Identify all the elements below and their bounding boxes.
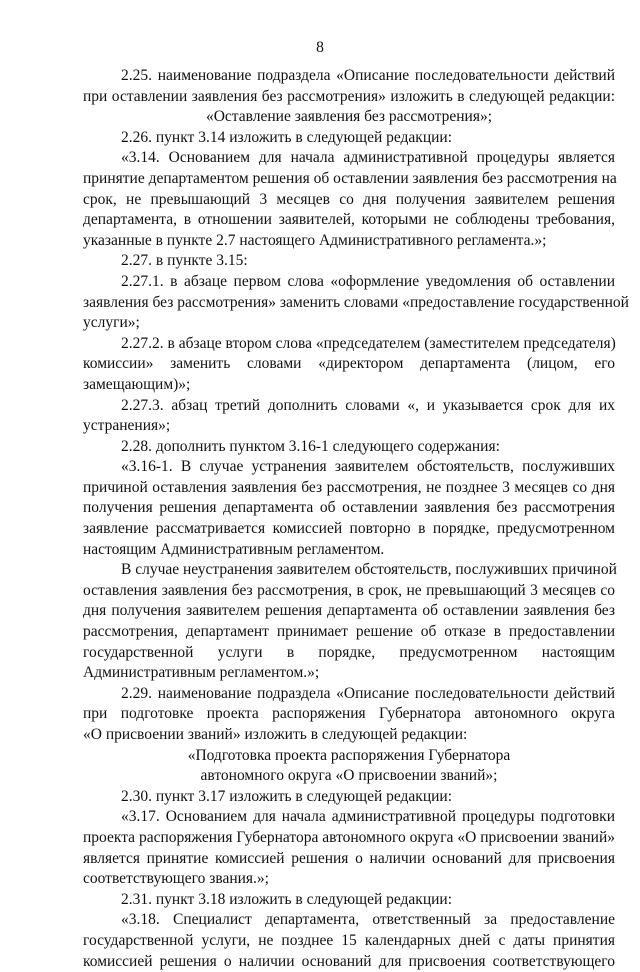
text-line: департамента, в отношении заявителей, которыми не соблюдены требования, [83,211,615,229]
text-line: 2.26. пункт 3.14 изложить в следующей редакции: [121,128,453,146]
text-line: комиссией решения о наличии оснований для присвоения соответствующего [83,952,615,970]
text-line: 2.25. наименование подраздела «Описание последовательности действий [121,67,615,84]
text-line: оставления заявления без рассмотрения, в срок, не превышающий 3 месяцев со [83,581,615,599]
text-line: принятие департаментом решения об оставлении заявления без рассмотрения на [83,169,617,187]
text-line: настоящим Административным регламентом. [83,540,385,558]
text-line: «3.18. Специалист департамента, ответственный за предоставление [121,911,615,929]
text-line: Административным регламентом.»; [83,664,320,682]
page-number: 8 [316,39,324,56]
text-line: В случае неустранения заявителем обстоятельств, послуживших причиной [121,561,617,579]
text-line: заявления без рассмотрения» заменить словами «предоставление государственной [83,293,629,311]
text-line: заявление рассматривается комиссией повторно в порядке, предусмотренном [83,520,615,538]
text-line: «О присвоении званий» изложить в следующей редакции: [83,726,468,743]
text-line: 2.29. наименование подраздела «Описание последовательности действий [121,684,615,702]
text-line: рассмотрения, департамент принимает решение об отказе в предоставлении [83,623,615,641]
text-line: «3.17. Основанием для начала административной процедуры подготовки [121,808,615,826]
text-line: 2.27.3. абзац третий дополнить словами «, и указывается срок для их [121,396,615,414]
text-line: комиссии» заменить словами «директором департамента (лицом, его [83,355,615,373]
text-line: является принятие комиссией решения о наличии оснований для присвоения [83,849,615,867]
text-line: при оставлении заявления без рассмотрения» изложить в следующей редакции: [83,87,615,105]
text-line: соответствующего звания.»; [83,870,269,888]
text-line: причиной оставления заявления без рассмотрения, не позднее 3 месяцев со дня [83,478,615,496]
text-line: 2.30. пункт 3.17 изложить в следующей редакции: [121,787,453,805]
text-line: при подготовке проекта распоряжения Губернатора автономного округа [83,705,615,723]
text-line: 2.27. в пункте 3.15: [121,252,248,270]
text-line: получения решения департамента об оставлении заявления без рассмотрения [83,499,615,517]
text-line: 2.31. пункт 3.18 изложить в следующей редакции: [121,890,453,908]
text-line: «Подготовка проекта распоряжения Губернатора [187,746,511,764]
text-line: «3.14. Основанием для начала административной процедуры является [121,149,615,167]
text-line: устранения»; [83,417,171,435]
text-line: срок, не превышающий 3 месяцев со дня получения заявителем решения [83,190,615,208]
text-line: 2.27.1. в абзаце первом слова «оформление уведомления об оставлении [121,272,615,290]
text-line: автономного округа «О присвоении званий»; [200,767,498,785]
text-line: государственной услуги в порядке, предусмотренном настоящим [83,643,615,661]
text-line: 2.27.2. в абзаце втором слова «председателем (заместителем председателя) [121,334,616,352]
text-line: услуги»; [83,314,140,332]
text-line: государственной услуги, не позднее 15 календарных дней с даты принятия [83,931,615,949]
text-line: дня получения заявителем решения департамента об оставлении заявления без [83,602,615,620]
text-line: проекта распоряжения Губернатора автономного округа «О присвоении званий» [83,828,615,846]
text-line: 2.28. дополнить пунктом 3.16-1 следующего содержания: [121,437,500,455]
text-line: «3.16-1. В случае устранения заявителем обстоятельств, послуживших [121,458,615,476]
text-line: указанные в пункте 2.7 настоящего Административного регламента.»; [83,231,547,249]
text-line: замещающим)»; [83,375,191,393]
text-line: «Оставление заявления без рассмотрения»; [205,108,493,126]
document-body [83,66,629,972]
